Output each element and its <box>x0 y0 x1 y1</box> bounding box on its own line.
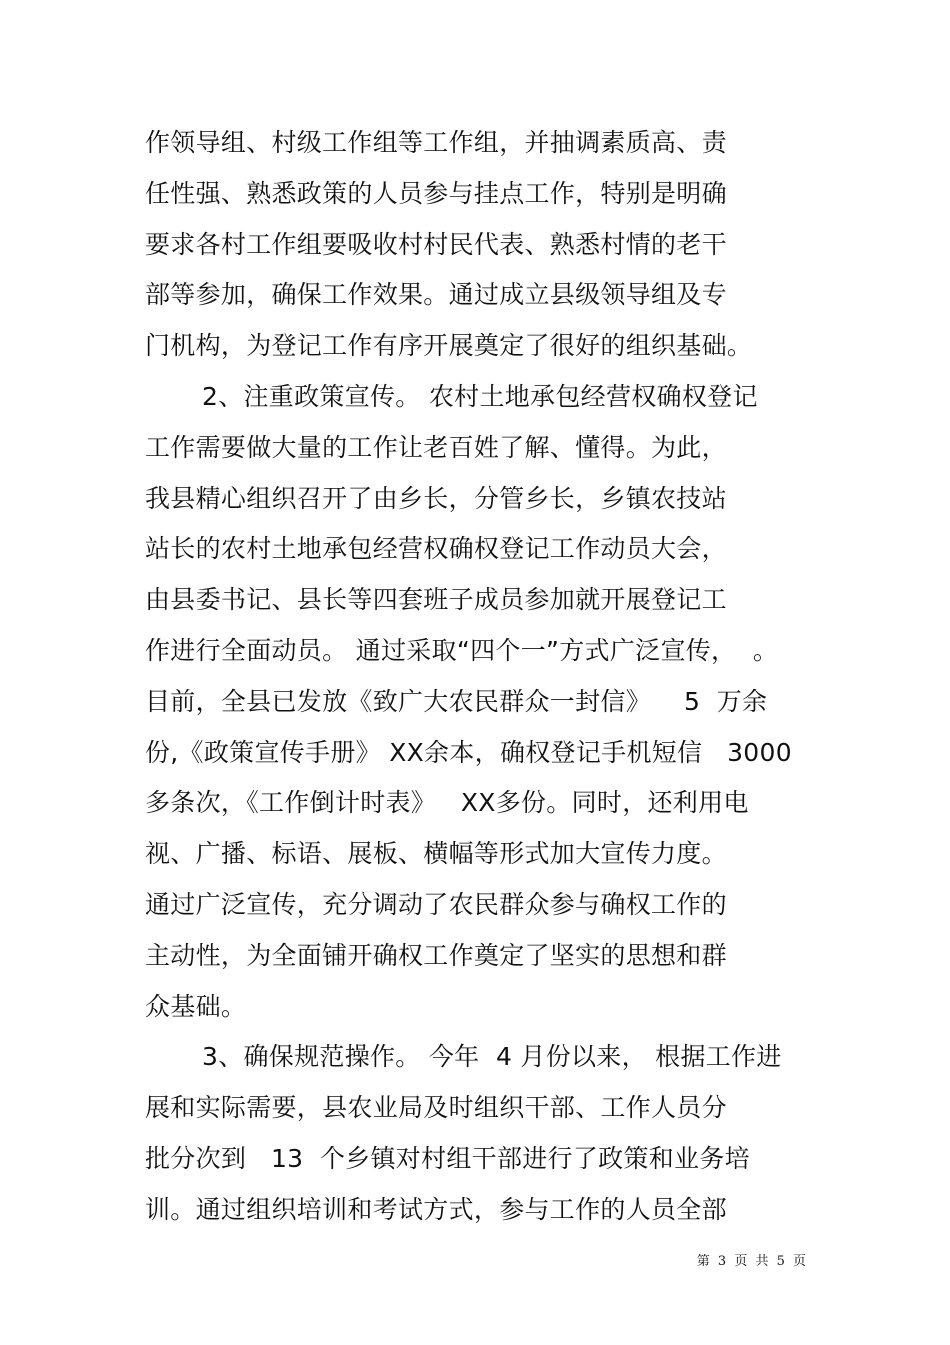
text-line: 主动性，为全面铺开确权工作奠定了坚实的思想和群 <box>145 940 727 970</box>
page-number-footer: 第 3 页 共 5 页 <box>696 1254 808 1269</box>
text-line: 工作需要做大量的工作让老百姓了解、懂得。为此， <box>145 432 727 462</box>
text-line: 要求各村工作组要吸收村村民代表、熟悉村情的老干 <box>145 229 727 259</box>
text-line: 批分次到 13 个乡镇对村组干部进行了政策和业务培 <box>145 1143 750 1173</box>
text-line: 展和实际需要，县农业局及时组织干部、工作人员分 <box>145 1093 727 1123</box>
text-line: 通过广泛宣传，充分调动了农民群众参与确权工作的 <box>145 889 727 919</box>
paragraph-start-line: 3、确保规范操作。 今年 4 月份以来， 根据工作进 <box>202 1042 782 1072</box>
paragraph-start-line: 2、注重政策宣传。 农村土地承包经营权确权登记 <box>202 381 758 411</box>
text-line: 部等参加，确保工作效果。通过成立县级领导组及专 <box>145 280 727 310</box>
text-line: 门机构，为登记工作有序开展奠定了很好的组织基础。 <box>145 331 753 361</box>
text-line: 视、广播、标语、展板、横幅等形式加大宣传力度。 <box>145 839 727 869</box>
text-line: 站长的农村土地承包经营权确权登记工作动员大会， <box>145 534 727 564</box>
text-line: 作进行全面动员。 通过采取“四个一”方式广泛宣传， 。 <box>145 635 779 665</box>
text-line: 由县委书记、县长等四套班子成员参加就开展登记工 <box>145 585 727 615</box>
text-line: 多条次，《工作倒计时表》 XX多份。同时，还利用电 <box>145 788 749 818</box>
text-line: 任性强、熟悉政策的人员参与挂点工作，特别是明确 <box>145 178 727 208</box>
body-text <box>145 118 825 1236</box>
text-line: 训。通过组织培训和考试方式，参与工作的人员全部 <box>145 1194 727 1224</box>
text-line: 目前，全县已发放《致广大农民群众一封信》 5 万余 <box>145 686 768 716</box>
text-line: 份,《政策宣传手册》 XX余本，确权登记手机短信 3000 <box>145 737 792 767</box>
text-line: 众基础。 <box>145 991 247 1021</box>
text-line: 我县精心组织召开了由乡长，分管乡长，乡镇农技站 <box>145 483 727 513</box>
text-line: 作领导组、村级工作组等工作组，并抽调素质高、责 <box>145 128 727 157</box>
